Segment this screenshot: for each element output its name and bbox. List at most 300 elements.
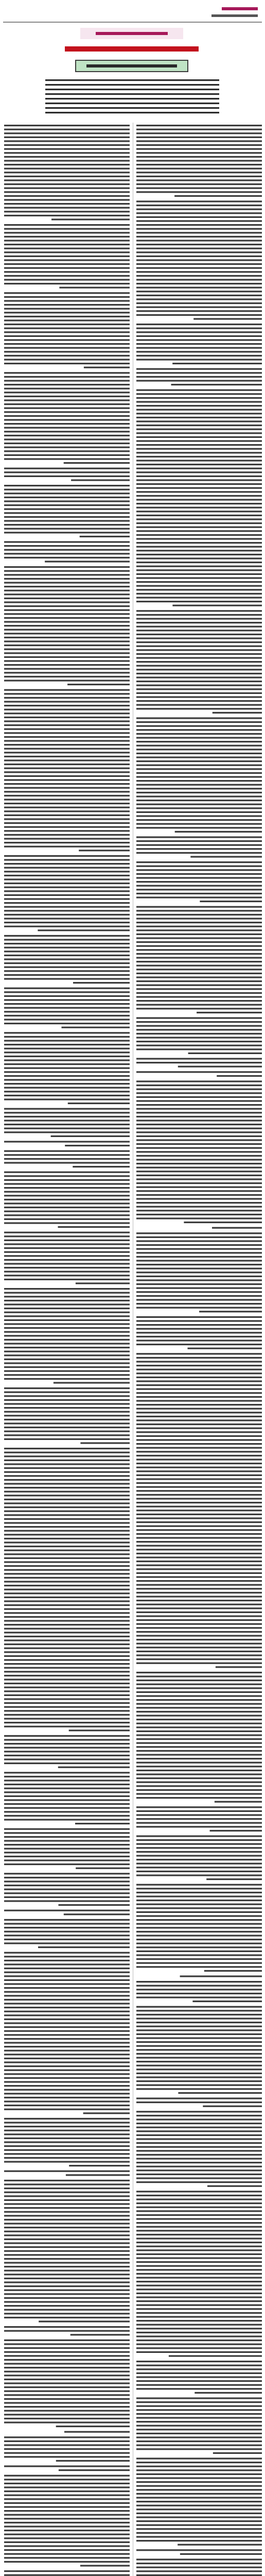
text-line — [136, 1758, 262, 1759]
text-line — [4, 376, 130, 378]
text-line — [4, 2371, 130, 2372]
text-line — [4, 1698, 130, 1700]
text-line — [4, 2054, 130, 2055]
text-line — [4, 2410, 130, 2412]
text-line — [4, 621, 130, 622]
text-line — [136, 251, 262, 253]
text-line — [136, 452, 262, 453]
text-line — [4, 1087, 130, 1089]
text-line — [4, 2118, 130, 2120]
text-line — [136, 2441, 262, 2442]
subheadline-line — [86, 64, 177, 67]
text-line — [4, 709, 130, 710]
text-line — [136, 1248, 262, 1250]
text-line — [4, 1616, 130, 1618]
text-line — [136, 1268, 262, 1269]
text-line — [4, 1565, 130, 1567]
text-line — [4, 2347, 130, 2349]
text-line — [4, 1832, 130, 1834]
text-line — [4, 759, 130, 761]
text-line — [4, 1863, 130, 1865]
text-line — [4, 1438, 130, 1440]
text-line — [4, 2510, 130, 2512]
text-line — [136, 1428, 262, 1429]
text-line — [4, 693, 130, 694]
text-line — [136, 1008, 262, 1009]
text-line — [4, 199, 130, 200]
text-line — [4, 1095, 130, 1096]
text-line — [4, 2026, 130, 2028]
text-line — [136, 275, 262, 277]
text-line — [4, 1807, 130, 1809]
text-line — [136, 397, 262, 399]
text-line — [136, 267, 262, 269]
text-line — [136, 926, 262, 927]
text-line — [4, 1553, 130, 1555]
text-line — [136, 220, 262, 222]
text-line — [4, 2038, 130, 2040]
text-line — [4, 601, 130, 603]
text-line — [136, 2368, 262, 2370]
text-line — [136, 1048, 262, 1050]
text-line — [136, 2195, 262, 2196]
text-line — [136, 1931, 262, 1933]
text-line — [4, 403, 130, 405]
text-line — [80, 1442, 130, 1444]
text-line — [136, 476, 262, 477]
text-line — [4, 125, 130, 126]
text-line — [4, 1366, 130, 1368]
text-line — [4, 598, 130, 599]
text-line — [4, 1019, 130, 1020]
text-line — [4, 705, 130, 706]
text-line — [4, 1702, 130, 1704]
text-line — [136, 2049, 262, 2050]
text-line — [136, 1703, 262, 1705]
text-line — [136, 819, 262, 821]
header-text-lines — [3, 3, 262, 22]
text-line — [4, 2359, 130, 2361]
text-line — [136, 2281, 262, 2282]
text-line — [136, 1935, 262, 1936]
text-line — [4, 617, 130, 619]
text-line — [4, 1071, 130, 1073]
text-line — [136, 1202, 262, 1204]
text-line — [136, 1236, 262, 1238]
text-line — [136, 1124, 262, 1125]
text-line — [136, 2057, 262, 2058]
text-line — [4, 1452, 130, 1453]
text-line — [4, 236, 130, 238]
text-line — [45, 112, 219, 113]
text-line — [4, 1506, 130, 1508]
text-line — [4, 2070, 130, 2071]
text-line — [68, 1103, 130, 1104]
text-line — [136, 1033, 262, 1035]
text-line — [136, 137, 262, 138]
text-line — [4, 947, 130, 948]
text-line — [4, 625, 130, 626]
text-line — [136, 593, 262, 595]
text-line — [4, 1292, 130, 1294]
text-line — [136, 2119, 262, 2120]
text-line — [4, 939, 130, 940]
text-line — [136, 283, 262, 284]
text-line — [188, 1348, 262, 1349]
text-line — [136, 310, 262, 312]
text-line — [4, 2203, 130, 2205]
text-line — [4, 423, 130, 425]
text-line — [136, 2413, 262, 2415]
text-line — [4, 458, 130, 460]
text-line — [4, 878, 130, 880]
text-line — [136, 1163, 262, 1164]
text-line — [136, 1680, 262, 1681]
text-line — [136, 844, 262, 846]
text-line — [4, 1799, 130, 1801]
text-line — [136, 2458, 262, 2459]
text-line — [136, 807, 262, 809]
text-line — [4, 331, 130, 333]
header-issue-line — [222, 7, 258, 10]
text-line — [4, 191, 130, 193]
text-line — [4, 1960, 130, 1961]
text-line — [136, 271, 262, 273]
text-line — [136, 2010, 262, 2011]
text-line — [136, 980, 262, 982]
text-line — [136, 401, 262, 402]
text-line — [4, 1612, 130, 1614]
text-line — [4, 744, 130, 745]
text-line — [136, 823, 262, 825]
text-line — [136, 2134, 262, 2136]
text-line — [203, 2106, 262, 2107]
text-line — [4, 2188, 130, 2189]
text-line — [4, 2317, 130, 2318]
text-line — [4, 2391, 130, 2392]
text-line — [4, 926, 130, 927]
text-line — [136, 2436, 262, 2438]
text-line — [136, 307, 262, 308]
text-line — [4, 419, 130, 420]
text-line — [136, 1000, 262, 1002]
text-line — [136, 2029, 262, 2031]
text-line — [136, 1062, 262, 1063]
text-line — [136, 1989, 262, 1990]
text-line — [136, 1762, 262, 1764]
text-line — [4, 2301, 130, 2302]
text-line — [136, 1459, 262, 1460]
text-line — [136, 1494, 262, 1496]
text-line — [4, 372, 130, 374]
text-line — [4, 2141, 130, 2143]
text-line — [136, 2127, 262, 2128]
text-line — [4, 2386, 130, 2388]
text-line — [4, 2215, 130, 2216]
text-line — [4, 343, 130, 345]
text-line — [136, 1719, 262, 1720]
text-line — [136, 499, 262, 500]
text-line — [136, 2300, 262, 2302]
text-line — [4, 1710, 130, 1711]
text-line — [4, 1975, 130, 1977]
text-line — [4, 1411, 130, 1413]
text-line — [4, 1015, 130, 1016]
text-line — [136, 1939, 262, 1940]
text-line — [136, 148, 262, 150]
text-line — [4, 2034, 130, 2036]
text-line — [136, 479, 262, 481]
text-line — [4, 1751, 130, 1752]
text-line — [4, 775, 130, 777]
text-line — [192, 2001, 262, 2002]
text-line — [45, 93, 219, 95]
text-line — [136, 1561, 262, 1562]
text-line — [136, 188, 262, 189]
text-line — [4, 1852, 130, 1853]
text-line — [136, 436, 262, 438]
text-line — [136, 160, 262, 161]
text-line — [4, 1923, 130, 1924]
text-line — [136, 708, 262, 709]
text-line — [136, 554, 262, 555]
text-line — [4, 471, 130, 473]
text-line — [136, 788, 262, 789]
text-line — [136, 444, 262, 446]
text-line — [4, 1091, 130, 1092]
text-line — [4, 640, 130, 642]
text-line — [136, 780, 262, 782]
text-line — [136, 1256, 262, 1258]
text-line — [136, 2273, 262, 2275]
text-line — [4, 2418, 130, 2419]
text-line — [136, 1884, 262, 1886]
text-line — [136, 1096, 262, 1098]
text-line — [136, 1946, 262, 1948]
text-line — [4, 1044, 130, 1045]
text-line — [4, 1267, 130, 1268]
text-line — [4, 1491, 130, 1493]
text-line — [4, 672, 130, 673]
text-line — [4, 512, 130, 514]
text-line — [4, 1319, 130, 1321]
text-line — [136, 1631, 262, 1633]
text-line — [136, 756, 262, 758]
text-line — [136, 216, 262, 218]
text-line — [4, 649, 130, 650]
text-line — [4, 2274, 130, 2275]
text-line — [200, 901, 262, 902]
text-line — [136, 910, 262, 911]
text-line — [136, 1435, 262, 1437]
text-line — [136, 1232, 262, 1234]
text-line — [136, 2335, 262, 2337]
text-line — [4, 943, 130, 944]
text-line — [59, 1904, 130, 1906]
text-line — [4, 2541, 130, 2543]
text-line — [4, 1534, 130, 1535]
text-line — [136, 811, 262, 813]
text-line — [4, 1889, 130, 1890]
text-line — [136, 1025, 262, 1027]
text-line — [4, 1296, 130, 1297]
text-line — [4, 2343, 130, 2345]
text-line — [4, 756, 130, 757]
text-line — [4, 454, 130, 456]
text-line — [4, 1880, 130, 1882]
text-line — [136, 2166, 262, 2167]
text-line — [4, 553, 130, 554]
text-line — [136, 2061, 262, 2062]
text-line — [4, 388, 130, 389]
text-line — [45, 107, 219, 109]
text-line — [4, 2065, 130, 2067]
text-line — [4, 541, 130, 543]
text-line — [4, 2270, 130, 2272]
text-line — [4, 316, 130, 317]
text-line — [136, 355, 262, 357]
text-line — [136, 2328, 262, 2329]
text-line — [4, 1235, 130, 1237]
text-line — [4, 493, 130, 494]
text-line — [136, 626, 262, 628]
text-line — [4, 1836, 130, 1838]
text-line — [4, 1620, 130, 1621]
text-line — [4, 251, 130, 253]
text-line — [136, 1643, 262, 1645]
text-line — [4, 2246, 130, 2248]
text-line — [4, 1370, 130, 1372]
text-line — [4, 259, 130, 261]
text-line — [4, 1323, 130, 1325]
text-line — [4, 1150, 130, 1152]
text-line — [136, 2372, 262, 2374]
text-line — [4, 2007, 130, 2008]
text-line — [4, 2022, 130, 2024]
text-line — [136, 1344, 262, 1345]
text-line — [4, 1395, 130, 1397]
text-line — [4, 435, 130, 436]
text-line — [136, 1412, 262, 1413]
text-line — [136, 1639, 262, 1640]
text-line — [4, 1195, 130, 1196]
text-line — [4, 2046, 130, 2047]
text-line — [4, 752, 130, 753]
text-line — [136, 1517, 262, 1519]
text-line — [4, 207, 130, 209]
text-line — [4, 228, 130, 230]
text-line — [4, 2019, 130, 2020]
text-line — [4, 152, 130, 154]
text-line — [136, 630, 262, 631]
text-line — [45, 84, 219, 86]
text-line — [4, 898, 130, 900]
text-line — [136, 1206, 262, 1208]
text-line — [136, 681, 262, 682]
text-line — [136, 1392, 262, 1394]
text-line — [136, 1734, 262, 1736]
text-line — [136, 2549, 262, 2551]
text-line — [136, 589, 262, 590]
text-line — [4, 2042, 130, 2043]
text-line — [136, 2513, 262, 2514]
text-line — [136, 347, 262, 349]
text-line — [180, 2553, 262, 2555]
text-line — [4, 1995, 130, 1996]
text-line — [136, 696, 262, 698]
text-line — [4, 1392, 130, 1393]
text-line — [136, 1299, 262, 1300]
text-line — [136, 1159, 262, 1160]
text-line — [45, 79, 219, 81]
text-line — [136, 2257, 262, 2259]
text-line — [136, 1136, 262, 1137]
text-line — [136, 1658, 262, 1660]
text-line — [136, 1742, 262, 1744]
text-line — [136, 1619, 262, 1621]
text-line — [4, 1604, 130, 1606]
text-line — [136, 1549, 262, 1550]
text-line — [197, 1012, 262, 1013]
text-line — [4, 1162, 130, 1163]
text-line — [4, 1844, 130, 1845]
text-line — [213, 712, 262, 714]
text-line — [4, 875, 130, 876]
text-line — [56, 2426, 130, 2427]
text-line — [136, 2123, 262, 2124]
text-line — [4, 676, 130, 677]
text-line — [136, 1272, 262, 1273]
text-line — [136, 2477, 262, 2479]
text-line — [4, 637, 130, 638]
text-line — [136, 2191, 262, 2192]
text-line — [4, 1124, 130, 1125]
text-line — [4, 2441, 130, 2442]
text-line — [136, 1279, 262, 1281]
text-line — [136, 1514, 262, 1515]
text-line — [136, 1529, 262, 1531]
text-line — [136, 765, 262, 766]
text-line — [136, 1545, 262, 1547]
text-line — [136, 1711, 262, 1713]
text-line — [136, 2532, 262, 2534]
text-line — [136, 2296, 262, 2298]
text-line — [4, 1991, 130, 1993]
text-line — [4, 2011, 130, 2012]
text-line — [136, 1738, 262, 1740]
text-line — [4, 1628, 130, 1630]
text-line — [136, 495, 262, 497]
page-header — [3, 3, 262, 22]
text-line — [4, 1003, 130, 1005]
text-line — [136, 2158, 262, 2159]
text-line — [4, 1815, 130, 1817]
text-line — [4, 1762, 130, 1764]
text-line — [4, 2297, 130, 2299]
text-line — [136, 2344, 262, 2345]
text-line — [136, 753, 262, 754]
text-line — [136, 1954, 262, 1956]
text-line — [136, 339, 262, 341]
text-line — [4, 807, 130, 808]
text-line — [136, 1892, 262, 1893]
text-line — [4, 1892, 130, 1894]
text-line — [65, 1145, 130, 1146]
text-line — [4, 1255, 130, 1257]
text-line — [4, 1354, 130, 1356]
text-line — [4, 1327, 130, 1329]
text-line — [136, 2417, 262, 2418]
